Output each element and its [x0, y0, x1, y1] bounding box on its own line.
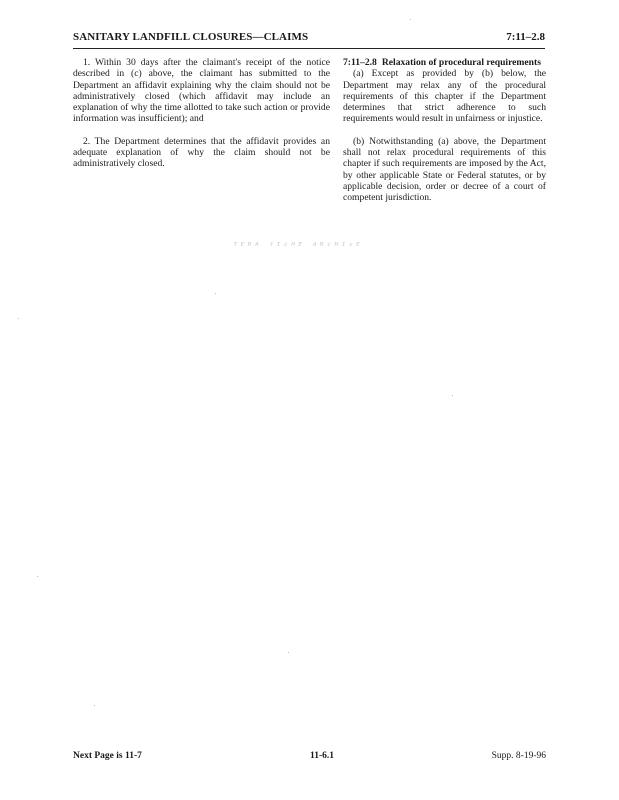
scan-speck — [18, 318, 19, 319]
scan-speck — [452, 395, 453, 396]
right-column — [343, 57, 546, 215]
section-number: 7:11–2.8 — [343, 57, 377, 68]
paragraph-2: 2. The Department determines that the affidavit provides an adequate explanation of why the claim should not be administratively closed. — [73, 135, 330, 170]
scan-speck — [94, 705, 95, 706]
running-header — [73, 28, 545, 49]
faint-watermark: ᵀᴱᴿᴬ ᶠᴵᶜᴴᴱ ᴬᴿᶜᴴᴵᵛᴱ — [231, 241, 363, 252]
scan-speck — [288, 652, 289, 653]
paragraph-1: 1. Within 30 days after the claimant's receipt of the notice described in (c) above, the claimant has submitted to the Department an affidavit explaining why the claim should not be administratively closed (which affidavit may include an explanation of why the time allotted to take such action or provide information was insufficient); and — [73, 57, 330, 125]
section-heading — [343, 57, 546, 68]
paragraph-a: (a) Except as provided by (b) below, the Department may relax any of the procedural requirements of this chapter if the Department determines that strict adherence to such requirements would result in unfairness or injustice. — [343, 68, 546, 125]
header-title: SANITARY LANDFILL CLOSURES—CLAIMS — [73, 31, 309, 43]
paragraph-b: (b) Notwithstanding (a) above, the Department shall not relax procedural requirements of this chapter if such requirements are imposed by the Act, by other applicable State or Federal statutes, or by applicable decision, order or decree of a court of competent jurisdiction. — [343, 135, 546, 204]
left-column — [73, 57, 330, 181]
scan-speck — [410, 19, 411, 20]
header-section-code: 7:11–2.8 — [506, 31, 545, 43]
footer-page-number: 11-6.1 — [310, 751, 335, 761]
scan-speck — [37, 576, 38, 577]
scan-speck — [215, 293, 216, 294]
footer-next-page: Next Page is 11-7 — [73, 751, 142, 761]
section-title: Relaxation of procedural requirements — [381, 57, 541, 68]
footer-supplement-date: Supp. 8-19-96 — [491, 751, 546, 761]
